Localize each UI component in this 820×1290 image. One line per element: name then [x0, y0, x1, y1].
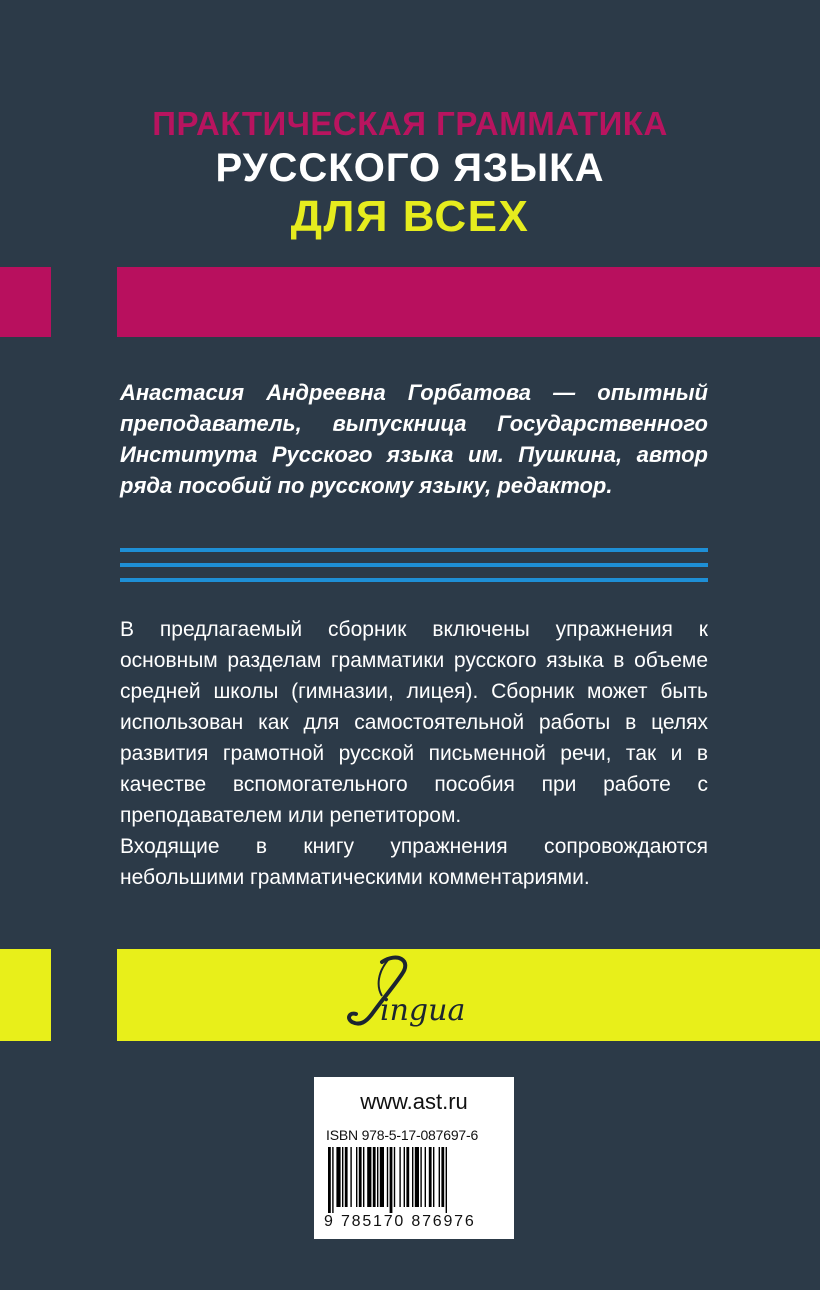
- barcode-bar: [441, 1147, 444, 1207]
- barcode-bar: [415, 1147, 419, 1207]
- isbn-number: ISBN 978-5-17-087697-6: [326, 1127, 479, 1143]
- barcode-bar: [345, 1147, 348, 1207]
- barcode-bar: [336, 1147, 340, 1207]
- divider-line: [120, 548, 708, 552]
- barcode-bar: [377, 1147, 378, 1207]
- barcode-bar: [446, 1147, 447, 1213]
- svg-text:ingua: ingua: [380, 993, 466, 1028]
- barcode-bar: [356, 1147, 357, 1207]
- barcode-bar: [433, 1147, 434, 1207]
- barcode-bar: [359, 1147, 362, 1207]
- divider-line: [120, 563, 708, 567]
- barcode-bar: [425, 1147, 426, 1207]
- publisher-url: www.ast.ru: [360, 1089, 468, 1114]
- barcode-bar: [387, 1147, 388, 1207]
- book-subtitle: ДЛЯ ВСЕХ: [290, 192, 530, 241]
- magenta-band-left: [0, 267, 51, 337]
- barcode-bar: [350, 1147, 351, 1207]
- barcode-digits: 9 785170 876976: [324, 1213, 476, 1230]
- barcode-bar: [420, 1147, 421, 1207]
- author-bio: Анастасия Андреевна Горбатова — опытный преподаватель, выпускница Государственного Института Русского языка им. Пушкина, автор ряда пособий по русскому языку, редактор.: [120, 380, 708, 498]
- magenta-band-right: [117, 267, 820, 337]
- barcode-bar: [429, 1147, 432, 1207]
- barcode-bar: [390, 1147, 393, 1213]
- book-description: [120, 614, 708, 893]
- barcode-bar: [439, 1147, 440, 1207]
- divider-line: [120, 578, 708, 582]
- barcode-bar: [363, 1147, 364, 1207]
- barcode-bar: [394, 1147, 395, 1207]
- barcode-bar: [328, 1147, 331, 1213]
- barcode-bar: [342, 1147, 343, 1207]
- barcode-bar: [404, 1147, 405, 1207]
- isbn-box: [314, 1077, 514, 1239]
- series-title: ПРАКТИЧЕСКАЯ ГРАММАТИКА: [152, 105, 668, 142]
- barcode-bar: [412, 1147, 413, 1207]
- description-paragraph: Входящие в книгу упражнения сопровождаются небольшими грамматическими комментариями.: [120, 835, 708, 889]
- barcode-bar: [406, 1147, 409, 1207]
- book-title: РУССКОГО ЯЗЫКА: [215, 146, 605, 190]
- barcode-bar: [399, 1147, 400, 1207]
- barcode-bar: [373, 1147, 376, 1207]
- description-paragraph: В предлагаемый сборник включены упражнения к основным разделам грамматики русского языка в объеме средней школы (гимназии, лицея). Сборник может быть использован как для самостоятельной работы в целях развития грамотной русской письменной речи, так и в качестве вспомогательного пособия при работе с преподавателем или репетитором.: [120, 618, 708, 827]
- yellow-band-left: [0, 949, 51, 1041]
- barcode-bar: [332, 1147, 333, 1213]
- lingua-logo: [342, 952, 492, 1038]
- barcode: [324, 1147, 504, 1213]
- barcode-bar: [380, 1147, 384, 1207]
- barcode-bar: [367, 1147, 371, 1207]
